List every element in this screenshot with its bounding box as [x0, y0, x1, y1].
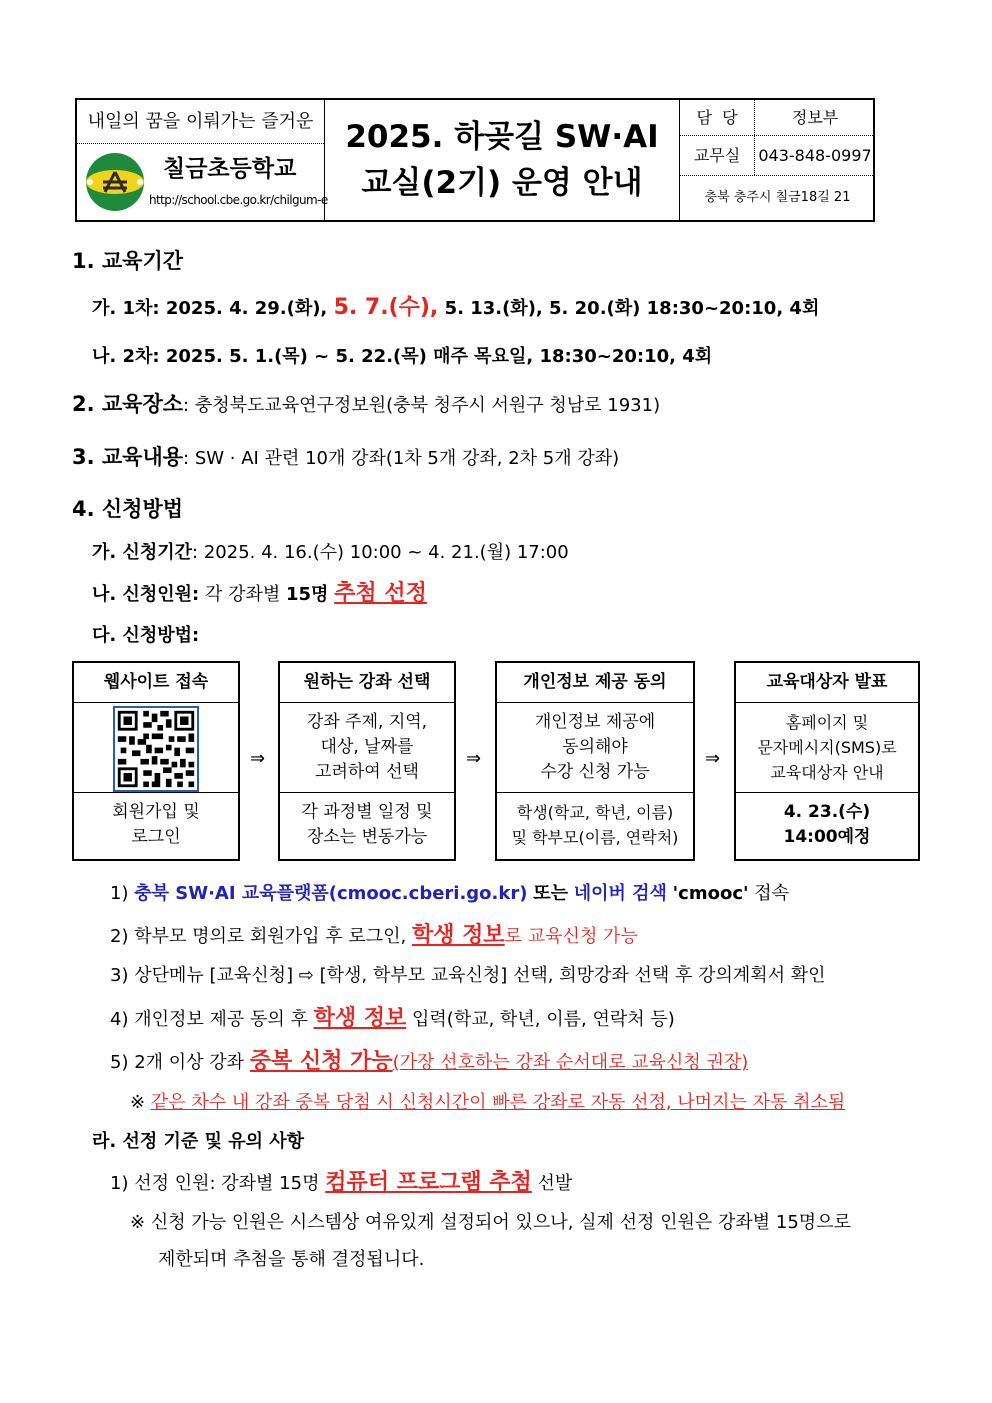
platform-link[interactable]: 충북 SW·AI 교육플랫폼(cmooc.cberi.go.kr): [134, 883, 528, 904]
flow-step-select: [278, 661, 456, 861]
period-row-1-highlight: 5. 7.(수),: [333, 295, 439, 320]
flow-step-announce: [734, 661, 920, 861]
contact-row-phone: [680, 136, 875, 176]
school-name: 칠금초등학교: [163, 156, 297, 182]
flow-text: 동의해야: [562, 737, 628, 757]
flow-text: 및 학부모(이름, 연락처): [511, 828, 679, 847]
contact-key: 교무실: [680, 136, 755, 175]
title-line-1: 2025. 하곶길 SW·AI: [345, 119, 659, 155]
school-address: 충북 충주시 칠금18길 21: [704, 190, 851, 205]
apply-people-row: [92, 576, 427, 607]
step-text: 선발: [537, 1173, 573, 1194]
step-3: [110, 961, 826, 987]
step-text: 또는: [533, 883, 568, 904]
apply-people-label: 나. 신청인원:: [92, 584, 200, 605]
flow-step-bottom: [497, 793, 693, 860]
document-title: [325, 100, 680, 220]
step-number: 4): [110, 1009, 129, 1030]
apply-period-text: : 2025. 4. 16.(수) 10:00 ~ 4. 21.(월) 17:00: [192, 542, 569, 563]
selection-note: [130, 1208, 851, 1234]
period-row-1: [92, 290, 819, 321]
step-4: [110, 1001, 675, 1032]
contact-key: 담 당: [680, 100, 755, 135]
step-1: [110, 879, 789, 905]
selection-heading: 라. 선정 기준 및 유의 사항: [92, 1131, 305, 1152]
step-number: 1): [110, 883, 129, 904]
school-url-link[interactable]: http://school.cbe.go.kr/chilgum-e: [149, 193, 328, 207]
flow-step-head: 웹사이트 접속: [74, 663, 238, 703]
qr-code-icon[interactable]: [113, 706, 199, 792]
step-highlight: 학생 정보: [412, 923, 505, 948]
step-highlight: 중복 신청 가능: [249, 1049, 393, 1074]
flow-text: 교육대상자 안내: [770, 763, 884, 782]
flow-text: 문자메시지(SMS)로: [757, 738, 897, 757]
flow-step-head: 원하는 강좌 선택: [280, 663, 454, 703]
step-note: [130, 1088, 845, 1114]
section-1-heading: 1. 교육기간: [72, 249, 184, 273]
flow-text: 회원가입 및: [112, 802, 200, 822]
section-2-row: [72, 388, 660, 418]
flow-step-consent: [495, 661, 695, 861]
flow-step-mid: [736, 703, 918, 793]
section-2-text: : 충청북도교육연구정보원(충북 청주시 서원구 청남로 1931): [183, 395, 661, 416]
apply-people-highlight: 추첨 선정: [334, 581, 427, 606]
step-text: 개인정보 제공 동의 후: [134, 1009, 308, 1030]
selection-note-cont: 제한되며 추첨을 통해 결정됩니다.: [158, 1249, 425, 1270]
search-keyword: 'cmooc': [672, 883, 749, 904]
contact-block: [680, 100, 875, 220]
apply-people-text: 각 강좌별: [204, 584, 281, 605]
step-highlight: 학생 정보: [313, 1006, 407, 1031]
flow-text: 14:00예정: [783, 827, 871, 847]
step-5: [110, 1044, 748, 1075]
flow-text: 장소는 변동가능: [306, 827, 428, 847]
flow-step-mid: [280, 703, 454, 793]
step-text-red: (가장 선호하는 강좌 순서대로 교육신청 권장): [392, 1052, 749, 1073]
step-2: [110, 918, 638, 949]
note-mark: ※: [130, 1212, 146, 1233]
flow-step-head: 교육대상자 발표: [736, 663, 918, 703]
period-row-1-suffix: 5. 13.(화), 5. 20.(화) 18:30~20:10, 4회: [444, 298, 820, 319]
flow-text: 로그인: [131, 827, 181, 847]
step-text: 접속: [754, 883, 790, 904]
flow-text: 학생(학교, 학년, 이름): [516, 803, 674, 822]
document-header: [75, 98, 875, 222]
period-row-1-prefix: 가. 1차: 2025. 4. 29.(화),: [92, 298, 328, 319]
school-slogan: 내일의 꿈을 이뤄가는 즐거운: [77, 100, 324, 144]
step-highlight: 컴퓨터 프로그램 추첨: [325, 1170, 532, 1195]
contact-row-dept: [680, 100, 875, 136]
flow-text: 강좌 주제, 지역,: [306, 712, 428, 732]
note-mark: ※: [130, 1092, 146, 1113]
flow-text: 고려하여 선택: [315, 762, 419, 782]
flow-text: 대상, 날짜를: [320, 737, 414, 757]
flow-step-bottom: [280, 793, 454, 860]
period-row-2: 나. 2차: 2025. 5. 1.(목) ~ 5. 22.(목) 매주 목요일, 18:30~20:10, 4회: [92, 346, 713, 367]
step-number: 1): [110, 1173, 129, 1194]
flow-arrow-icon: ⇒: [705, 748, 721, 769]
flow-step-qr: [74, 703, 238, 793]
flow-arrow-icon: ⇒: [250, 748, 266, 769]
flow-text: 홈페이지 및: [785, 713, 869, 732]
section-2-heading: 2. 교육장소: [72, 392, 184, 416]
school-logo-icon: [85, 152, 145, 212]
section-3-text: : SW · AI 관련 10개 강좌(1차 5개 강좌, 2차 5개 강좌): [183, 448, 620, 469]
step-text: 선정 인원: 강좌별 15명: [134, 1173, 320, 1194]
contact-value: 043-848-0997: [758, 146, 872, 165]
naver-search-text: 네이버 검색: [573, 883, 667, 904]
step-text: 2개 이상 강좌: [134, 1052, 245, 1073]
section-3-row: [72, 441, 619, 471]
note-text: 같은 차수 내 강좌 중복 당첨 시 신청시간이 빠른 강좌로 자동 선정, 나머지는 자동 취소됨: [150, 1092, 846, 1113]
flow-step-head: 개인정보 제공 동의: [497, 663, 693, 703]
step-number: 3): [110, 965, 129, 986]
flow-step-website: [72, 661, 240, 861]
flow-text: 각 과정별 일정 및: [301, 802, 433, 822]
flow-text: 수강 신청 가능: [540, 762, 650, 782]
flow-text: 개인정보 제공에: [534, 712, 656, 732]
flow-step-mid: [497, 703, 693, 793]
title-line-2: 교실(2기) 운영 안내: [361, 165, 643, 201]
step-number: 2): [110, 926, 129, 947]
flow-text: 4. 23.(수): [783, 802, 871, 822]
step-number: 5): [110, 1052, 129, 1073]
school-block: [77, 100, 328, 220]
selection-row-1: [110, 1165, 572, 1196]
contact-value: 정보부: [791, 108, 839, 127]
apply-method-label: 다. 신청방법:: [92, 625, 200, 646]
note-text: 신청 가능 인원은 시스템상 여유있게 설정되어 있으나, 실제 선정 인원은 강좌별 15명으로: [150, 1212, 851, 1233]
apply-people-count: 15명: [286, 584, 329, 605]
apply-period-row: [92, 538, 569, 564]
step-text-red: 로 교육신청 가능: [504, 926, 638, 947]
apply-period-label: 가. 신청기간: [92, 542, 193, 563]
step-text: 학부모 명의로 회원가입 후 로그인,: [134, 926, 407, 947]
flow-arrow-icon: ⇒: [466, 748, 482, 769]
step-text: 입력(학교, 학년, 이름, 연락처 등): [412, 1009, 675, 1030]
flow-step-bottom: [74, 793, 238, 860]
section-4-heading: 4. 신청방법: [72, 497, 184, 521]
flow-step-bottom: [736, 793, 918, 860]
step-text: 상단메뉴 [교육신청] ⇨ [학생, 학부모 교육신청] 선택, 희망강좌 선택 후 강의계획서 확인: [134, 965, 826, 986]
section-3-heading: 3. 교육내용: [72, 445, 184, 469]
